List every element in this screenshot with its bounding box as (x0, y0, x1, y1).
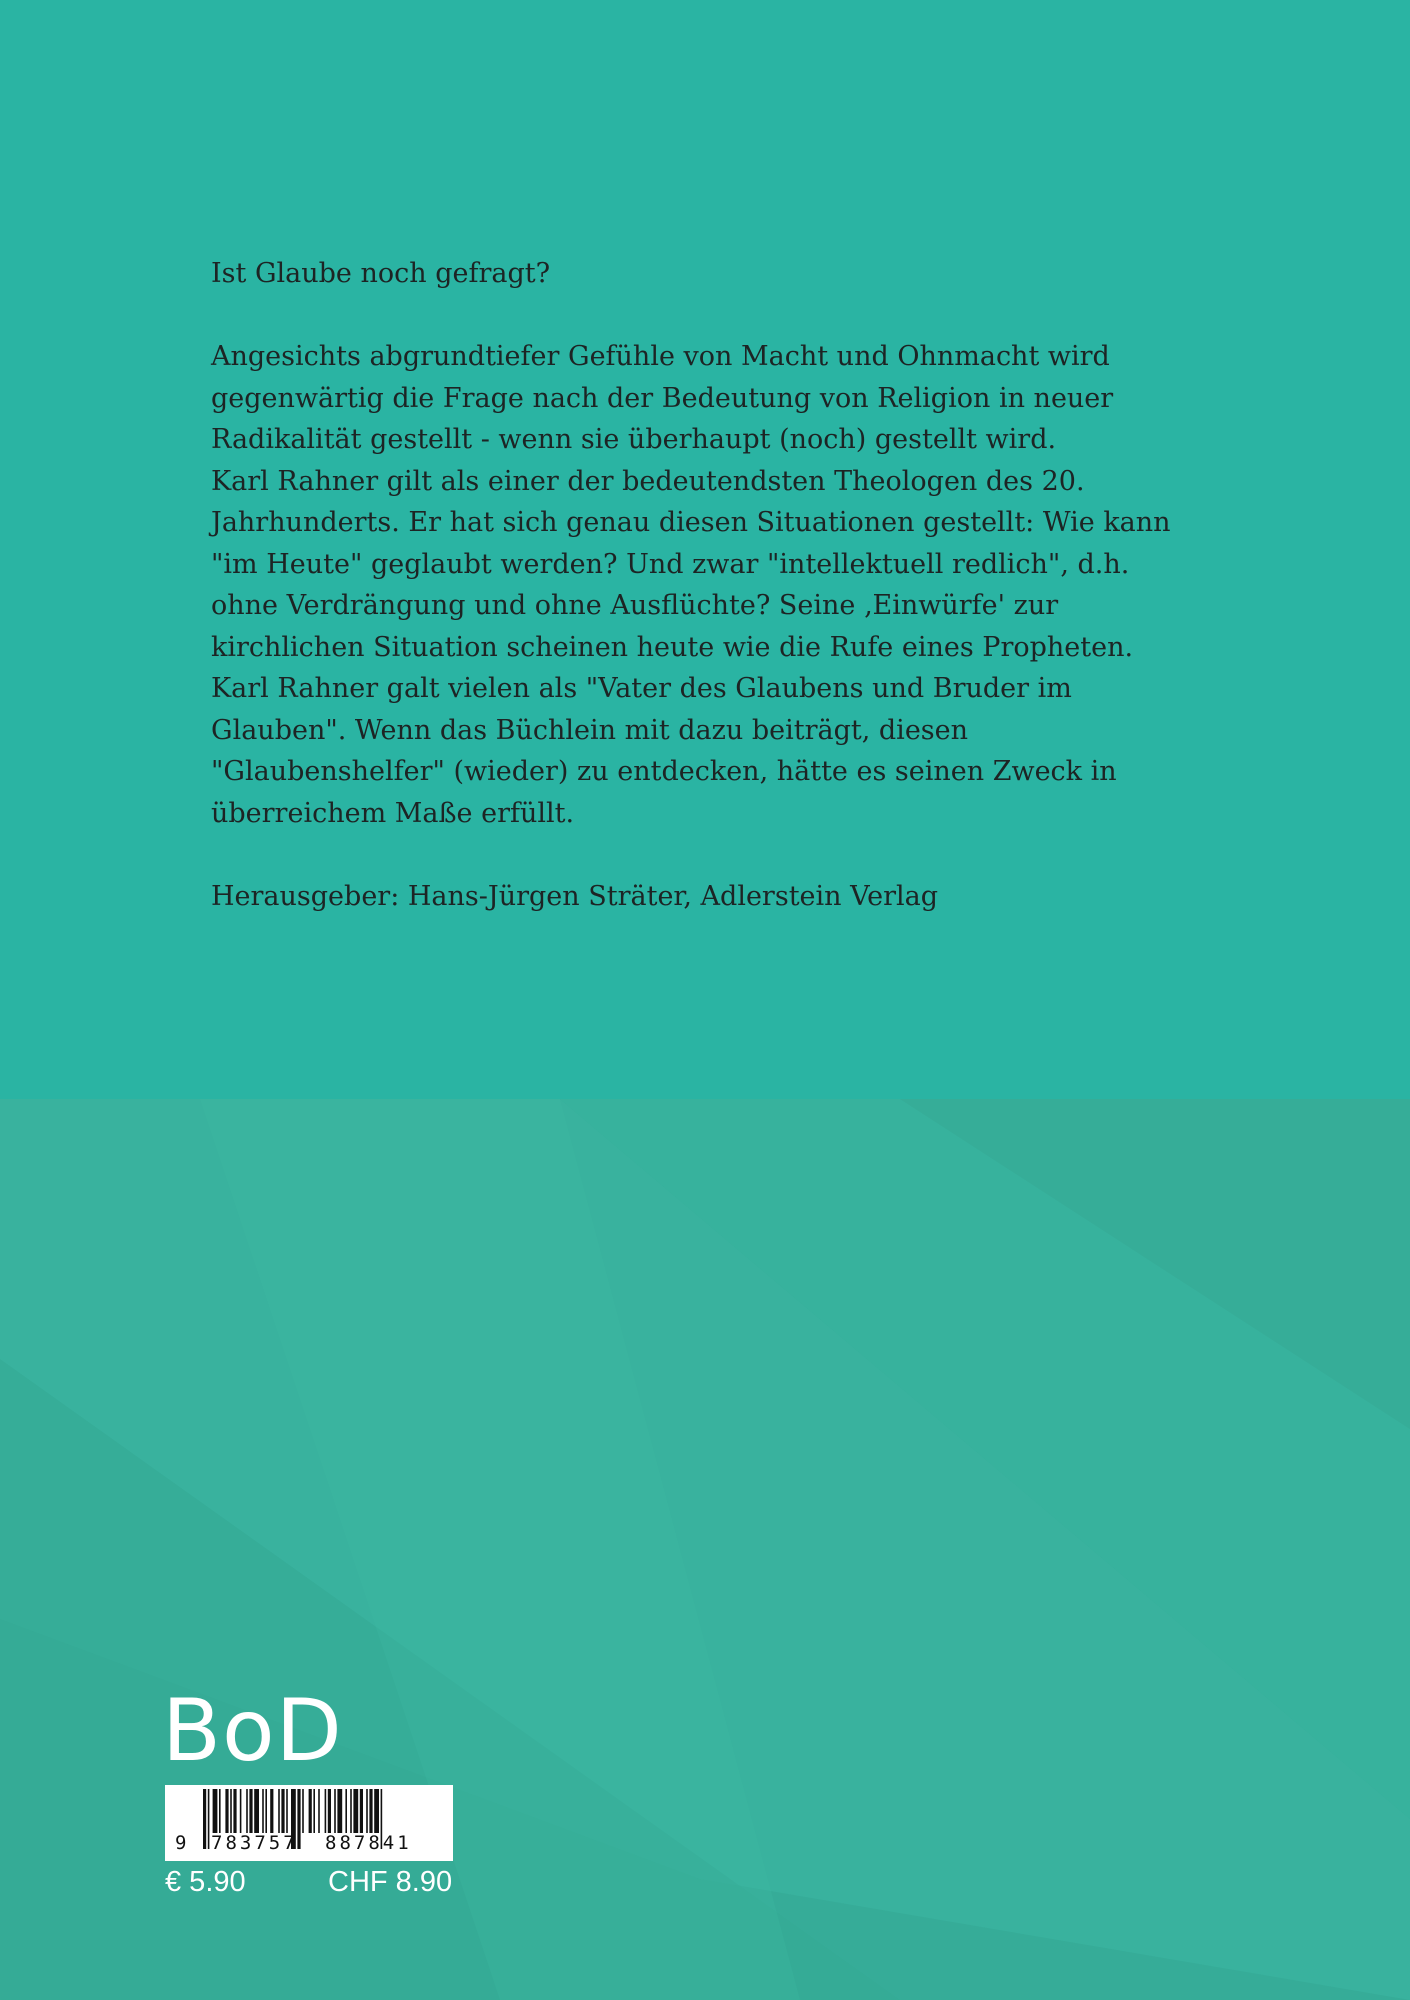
isbn-barcode (165, 1785, 453, 1861)
blurb-paragraph-1: Angesichts abgrundtiefer Gefühle von Macht und Ohnmacht wird gegenwärtig die Frage nach der Bedeutung von Religion in neuer Radikalität gestellt - wenn sie überhaupt (noch) gestellt wird. (211, 341, 1114, 455)
publisher-line: Herausgeber: Hans-Jürgen Sträter, Adlerstein Verlag (211, 880, 939, 912)
blurb-paragraph-3: Karl Rahner galt vielen als "Vater des Glaubens und Bruder im Glauben". Wenn das Büchlein mit dazu beiträgt, diesen "Glaubenshelfer" (wieder) zu entdecken, hätte es seinen Zweck in überreichem Maße erfüllt. (211, 673, 1117, 829)
barcode-first-digit: 9 (175, 1832, 190, 1854)
blurb-question: Ist Glaube noch gefragt? (211, 258, 551, 289)
bod-logo: BoD (162, 1681, 343, 1781)
price-chf: CHF 8.90 (328, 1866, 453, 1898)
price-eur: € 5.90 (165, 1866, 246, 1898)
blurb-paragraph-2: Karl Rahner gilt als einer der bedeutendsten Theologen des 20. Jahrhunderts. Er hat sich genau diesen Situationen gestellt: Wie kann "im Heute" geglaubt werden? Und zwar "intellektuell redlich", d.h. ohne Verdrängung und ohne Ausflüchte? Seine ‚Einwürfe' zur kirchlichen Situation scheinen heute wie die Rufe eines Propheten. (211, 465, 1171, 663)
blurb (211, 253, 1199, 917)
barcode-group-1: 783757 (211, 1832, 298, 1854)
barcode-group-2: 887841 (325, 1832, 412, 1854)
